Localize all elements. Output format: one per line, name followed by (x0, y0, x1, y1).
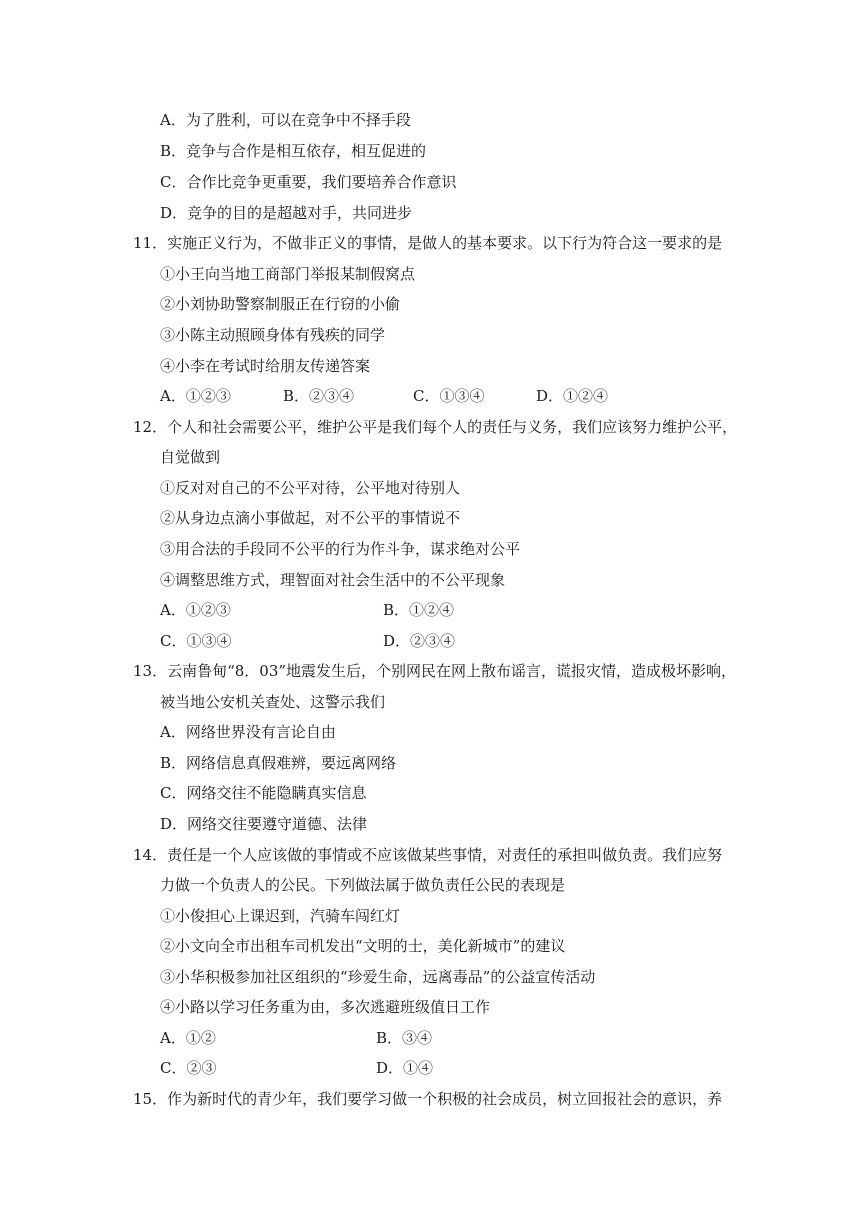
q11-option-a: A．①②③ (160, 387, 231, 405)
q11-option-b: B．②③④ (283, 387, 355, 405)
q11-item-3: ③小陈主动照顾身体有残疾的同学 (160, 326, 386, 344)
q14-option-d: D．①④ (376, 1059, 434, 1077)
q14-item-4: ④小路以学习任务重为由，多次逃避班级值日工作 (160, 998, 491, 1016)
q10-option-b: B．竞争与合作是相互依存，相互促进的 (160, 142, 427, 160)
q14-stem-line-2: 力做一个负责人的公民。下列做法属于做负责任公民的表现是 (160, 876, 566, 894)
q11-item-1: ①小王向当地工商部门举报某制假窝点 (160, 265, 416, 283)
q11-item-4: ④小李在考试时给朋友传递答案 (160, 357, 371, 375)
q15-stem: 15．作为新时代的青少年，我们要学习做一个积极的社会成员，树立回报社会的意识，养 (133, 1090, 723, 1108)
q13-stem-line-2: 被当地公安机关查处、这警示我们 (160, 693, 386, 711)
q10-option-d: D．竞争的目的是超越对手，共同进步 (160, 204, 413, 222)
q14-option-c: C．②③ (160, 1059, 217, 1077)
q13-option-a: A．网络世界没有言论自由 (160, 723, 336, 741)
q12-item-3: ③用合法的手段同不公平的行为作斗争，谋求绝对公平 (160, 540, 521, 558)
q14-option-a: A．①② (160, 1029, 216, 1047)
q12-item-2: ②从身边点滴小事做起，对不公平的事情说不 (160, 509, 461, 527)
q14-item-3: ③小华积极参加社区组织的“珍爱生命，远离毒品”的公益宣传活动 (160, 968, 596, 986)
q14-item-2: ②小文向全市出租车司机发出“文明的士，美化新城市”的建议 (160, 937, 566, 955)
q13-stem-line-1: 13．云南鲁甸“8．03”地震发生后，个别网民在网上散布谣言，谎报灾情，造成极坏影响， (133, 662, 737, 680)
q13-option-d: D．网络交往要遵守道德、法律 (160, 815, 368, 833)
q12-option-b: B．①②④ (383, 601, 455, 619)
q11-option-d: D．①②④ (536, 387, 609, 405)
q12-option-c: C．①③④ (160, 632, 232, 650)
q12-item-1: ①反对对自己的不公平对待，公平地对待别人 (160, 479, 461, 497)
q11-item-2: ②小刘协助警察制服正在行窃的小偷 (160, 295, 401, 313)
q12-option-d: D．②③④ (383, 632, 456, 650)
q12-stem-line-1: 12．个人和社会需要公平，维护公平是我们每个人的责任与义务，我们应该努力维护公平， (133, 418, 738, 436)
q11-option-c: C．①③④ (413, 387, 485, 405)
q12-option-a: A．①②③ (160, 601, 231, 619)
q11-stem: 11．实施正义行为，不做非正义的事情，是做人的基本要求。以下行为符合这一要求的是 (133, 234, 723, 252)
q14-item-1: ①小俊担心上课迟到，汽骑车闯红灯 (160, 907, 401, 925)
q13-option-c: C．网络交往不能隐瞒真实信息 (160, 784, 367, 802)
q10-option-c: C．合作比竞争更重要，我们要培养合作意识 (160, 173, 457, 191)
q10-option-a: A．为了胜利，可以在竞争中不择手段 (160, 111, 411, 129)
q13-option-b: B．网络信息真假难辨，要远离网络 (160, 754, 397, 772)
q14-option-b: B．③④ (376, 1029, 433, 1047)
q14-stem-line-1: 14．责任是一个人应该做的事情或不应该做某些事情，对责任的承担叫做负责。我们应努 (133, 846, 723, 864)
q12-stem-line-2: 自觉做到 (160, 448, 221, 466)
q12-item-4: ④调整思维方式，理智面对社会生活中的不公平现象 (160, 571, 506, 589)
